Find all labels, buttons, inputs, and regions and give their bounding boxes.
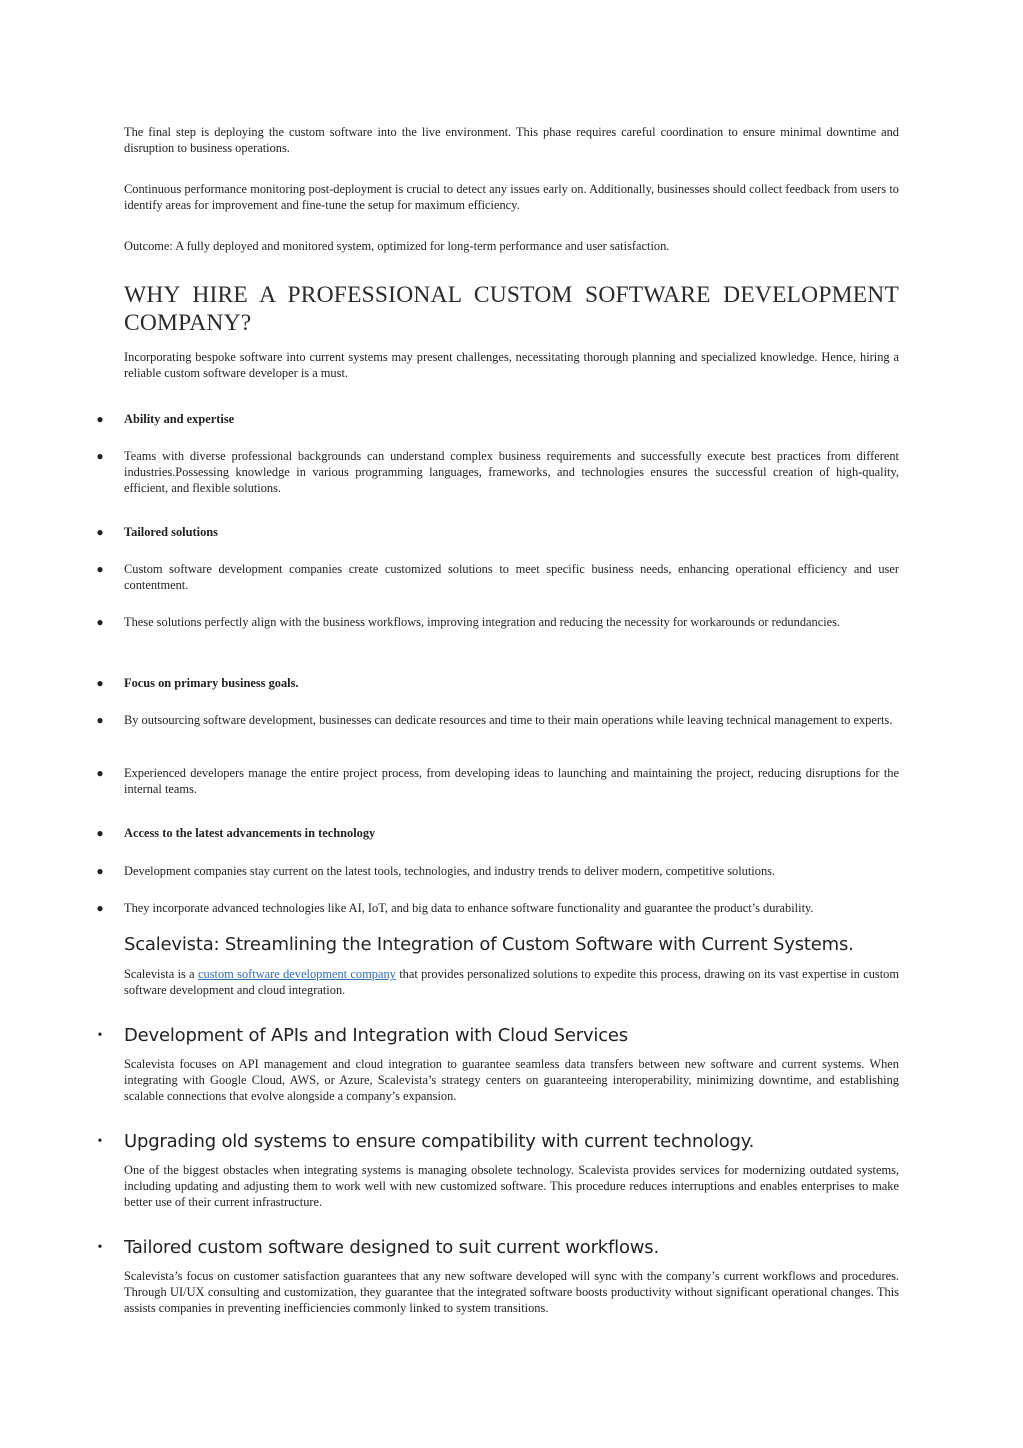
bullet-icon: ●	[96, 901, 104, 915]
bullet-icon: ●	[96, 449, 104, 463]
scalevista-intro-after: that provides personalized solutions to expedite this process, drawing on its vast expertise in custom software development and cloud integration.	[124, 967, 899, 997]
bullet-icon: •	[97, 1028, 103, 1043]
section-body: Scalevista’s focus on customer satisfaction guarantees that any new software developed will sync with the company’s current workflows and procedures. Through UI/UX consulting and customization, they guarantee that the integrated software boosts productivity without significant operational changes. This assists companies in preventing inefficiencies commonly linked to system transitions.	[124, 1269, 899, 1315]
list-item-text: By outsourcing software development, businesses can dedicate resources and time to their main operations while leaving technical management to experts.	[124, 713, 893, 727]
list-item-text: Teams with diverse professional backgrounds can understand complex business requirements and successfully execute best practices from different industries.Possessing knowledge in various programming languages, frameworks, and technologies ensures the successful creation of high-quality, efficient, and flexible solutions.	[124, 449, 899, 495]
list-item	[95, 863, 899, 879]
list-item-text: Development companies stay current on the latest tools, technologies, and industry trends to deliver modern, competitive solutions.	[124, 864, 776, 878]
bullet-icon: ●	[96, 766, 104, 780]
list-item-text: Tailored solutions	[124, 525, 218, 539]
why-hire-heading-line2: COMPANY?	[124, 310, 252, 336]
list-item	[95, 825, 899, 841]
list-item-text: Access to the latest advancements in technology	[124, 826, 376, 840]
list-item	[95, 614, 899, 630]
list-item	[95, 900, 899, 916]
bullet-icon: ●	[96, 864, 104, 878]
list-item	[95, 448, 899, 496]
bullet-icon: •	[97, 1134, 103, 1149]
section-heading-item	[95, 1025, 899, 1047]
list-item	[95, 675, 899, 691]
list-item	[95, 561, 899, 593]
list-item	[95, 712, 899, 728]
bullet-icon: ●	[96, 562, 104, 576]
list-item-text: Ability and expertise	[124, 412, 235, 426]
section-title: Upgrading old systems to ensure compatibility with current technology.	[124, 1131, 755, 1152]
list-item	[95, 411, 899, 427]
bullet-icon: ●	[96, 615, 104, 629]
why-hire-heading-line1: WHY HIRE A PROFESSIONAL CUSTOM SOFTWARE DEVELOPMENT	[124, 282, 899, 308]
bullet-icon: •	[97, 1240, 103, 1255]
section-body: Scalevista focuses on API management and cloud integration to guarantee seamless data transfers between new software and current systems. When integrating with Google Cloud, AWS, or Azure, Scalevista’s strategy centers on guaranteeing interoperability, minimizing downtime, and establishing scalable connections that evolve alongside a company’s expansion.	[124, 1057, 899, 1103]
section-heading-item	[95, 1131, 899, 1153]
list-item-text: These solutions perfectly align with the business workflows, improving integration and reducing the necessity for workarounds or redundancies.	[124, 615, 841, 629]
list-item-text: They incorporate advanced technologies like AI, IoT, and big data to enhance software functionality and guarantee the product’s durability.	[124, 901, 814, 915]
paragraph-deploy: The final step is deploying the custom software into the live environment. This phase requires careful coordination to ensure minimal downtime and disruption to business operations.	[124, 125, 899, 155]
bullet-icon: ●	[96, 826, 104, 840]
custom-software-link[interactable]: custom software development company	[198, 967, 396, 981]
list-item-text: Custom software development companies create customized solutions to meet specific business needs, enhancing operational efficiency and user contentment.	[124, 562, 899, 592]
why-hire-intro: Incorporating bespoke software into current systems may present challenges, necessitating thorough planning and specialized knowledge. Hence, hiring a reliable custom software developer is a must.	[124, 350, 899, 380]
list-item	[95, 524, 899, 540]
bullet-icon: ●	[96, 676, 104, 690]
scalevista-intro-before: Scalevista is a	[124, 967, 198, 981]
why-hire-heading	[124, 281, 899, 337]
scalevista-intro	[124, 966, 899, 998]
bullet-icon: ●	[96, 713, 104, 727]
section-body: One of the biggest obstacles when integrating systems is managing obsolete technology. Scalevista provides services for modernizing outdated systems, including updating and adjusting them to work well with new customized software. This procedure reduces interruptions and enables enterprises to make better use of their current infrastructure.	[124, 1163, 899, 1209]
bullet-icon: ●	[96, 525, 104, 539]
list-item	[95, 765, 899, 797]
paragraph-monitor: Continuous performance monitoring post-deployment is crucial to detect any issues early on. Additionally, businesses should collect feedback from users to identify areas for improvement and fine-tune the setup for maximum efficiency.	[124, 182, 899, 212]
section-title: Development of APIs and Integration with Cloud Services	[124, 1025, 628, 1046]
section-title: Tailored custom software designed to suit current workflows.	[124, 1237, 659, 1258]
section-heading-item	[95, 1237, 899, 1259]
bullet-icon: ●	[96, 412, 104, 426]
paragraph-outcome: Outcome: A fully deployed and monitored system, optimized for long-term performance and user satisfaction.	[124, 239, 670, 253]
list-item-text: Experienced developers manage the entire project process, from developing ideas to launching and maintaining the project, reducing disruptions for the internal teams.	[124, 766, 899, 796]
list-item-text: Focus on primary business goals.	[124, 676, 299, 690]
scalevista-heading: Scalevista: Streamlining the Integration of Custom Software with Current Systems.	[124, 934, 854, 955]
